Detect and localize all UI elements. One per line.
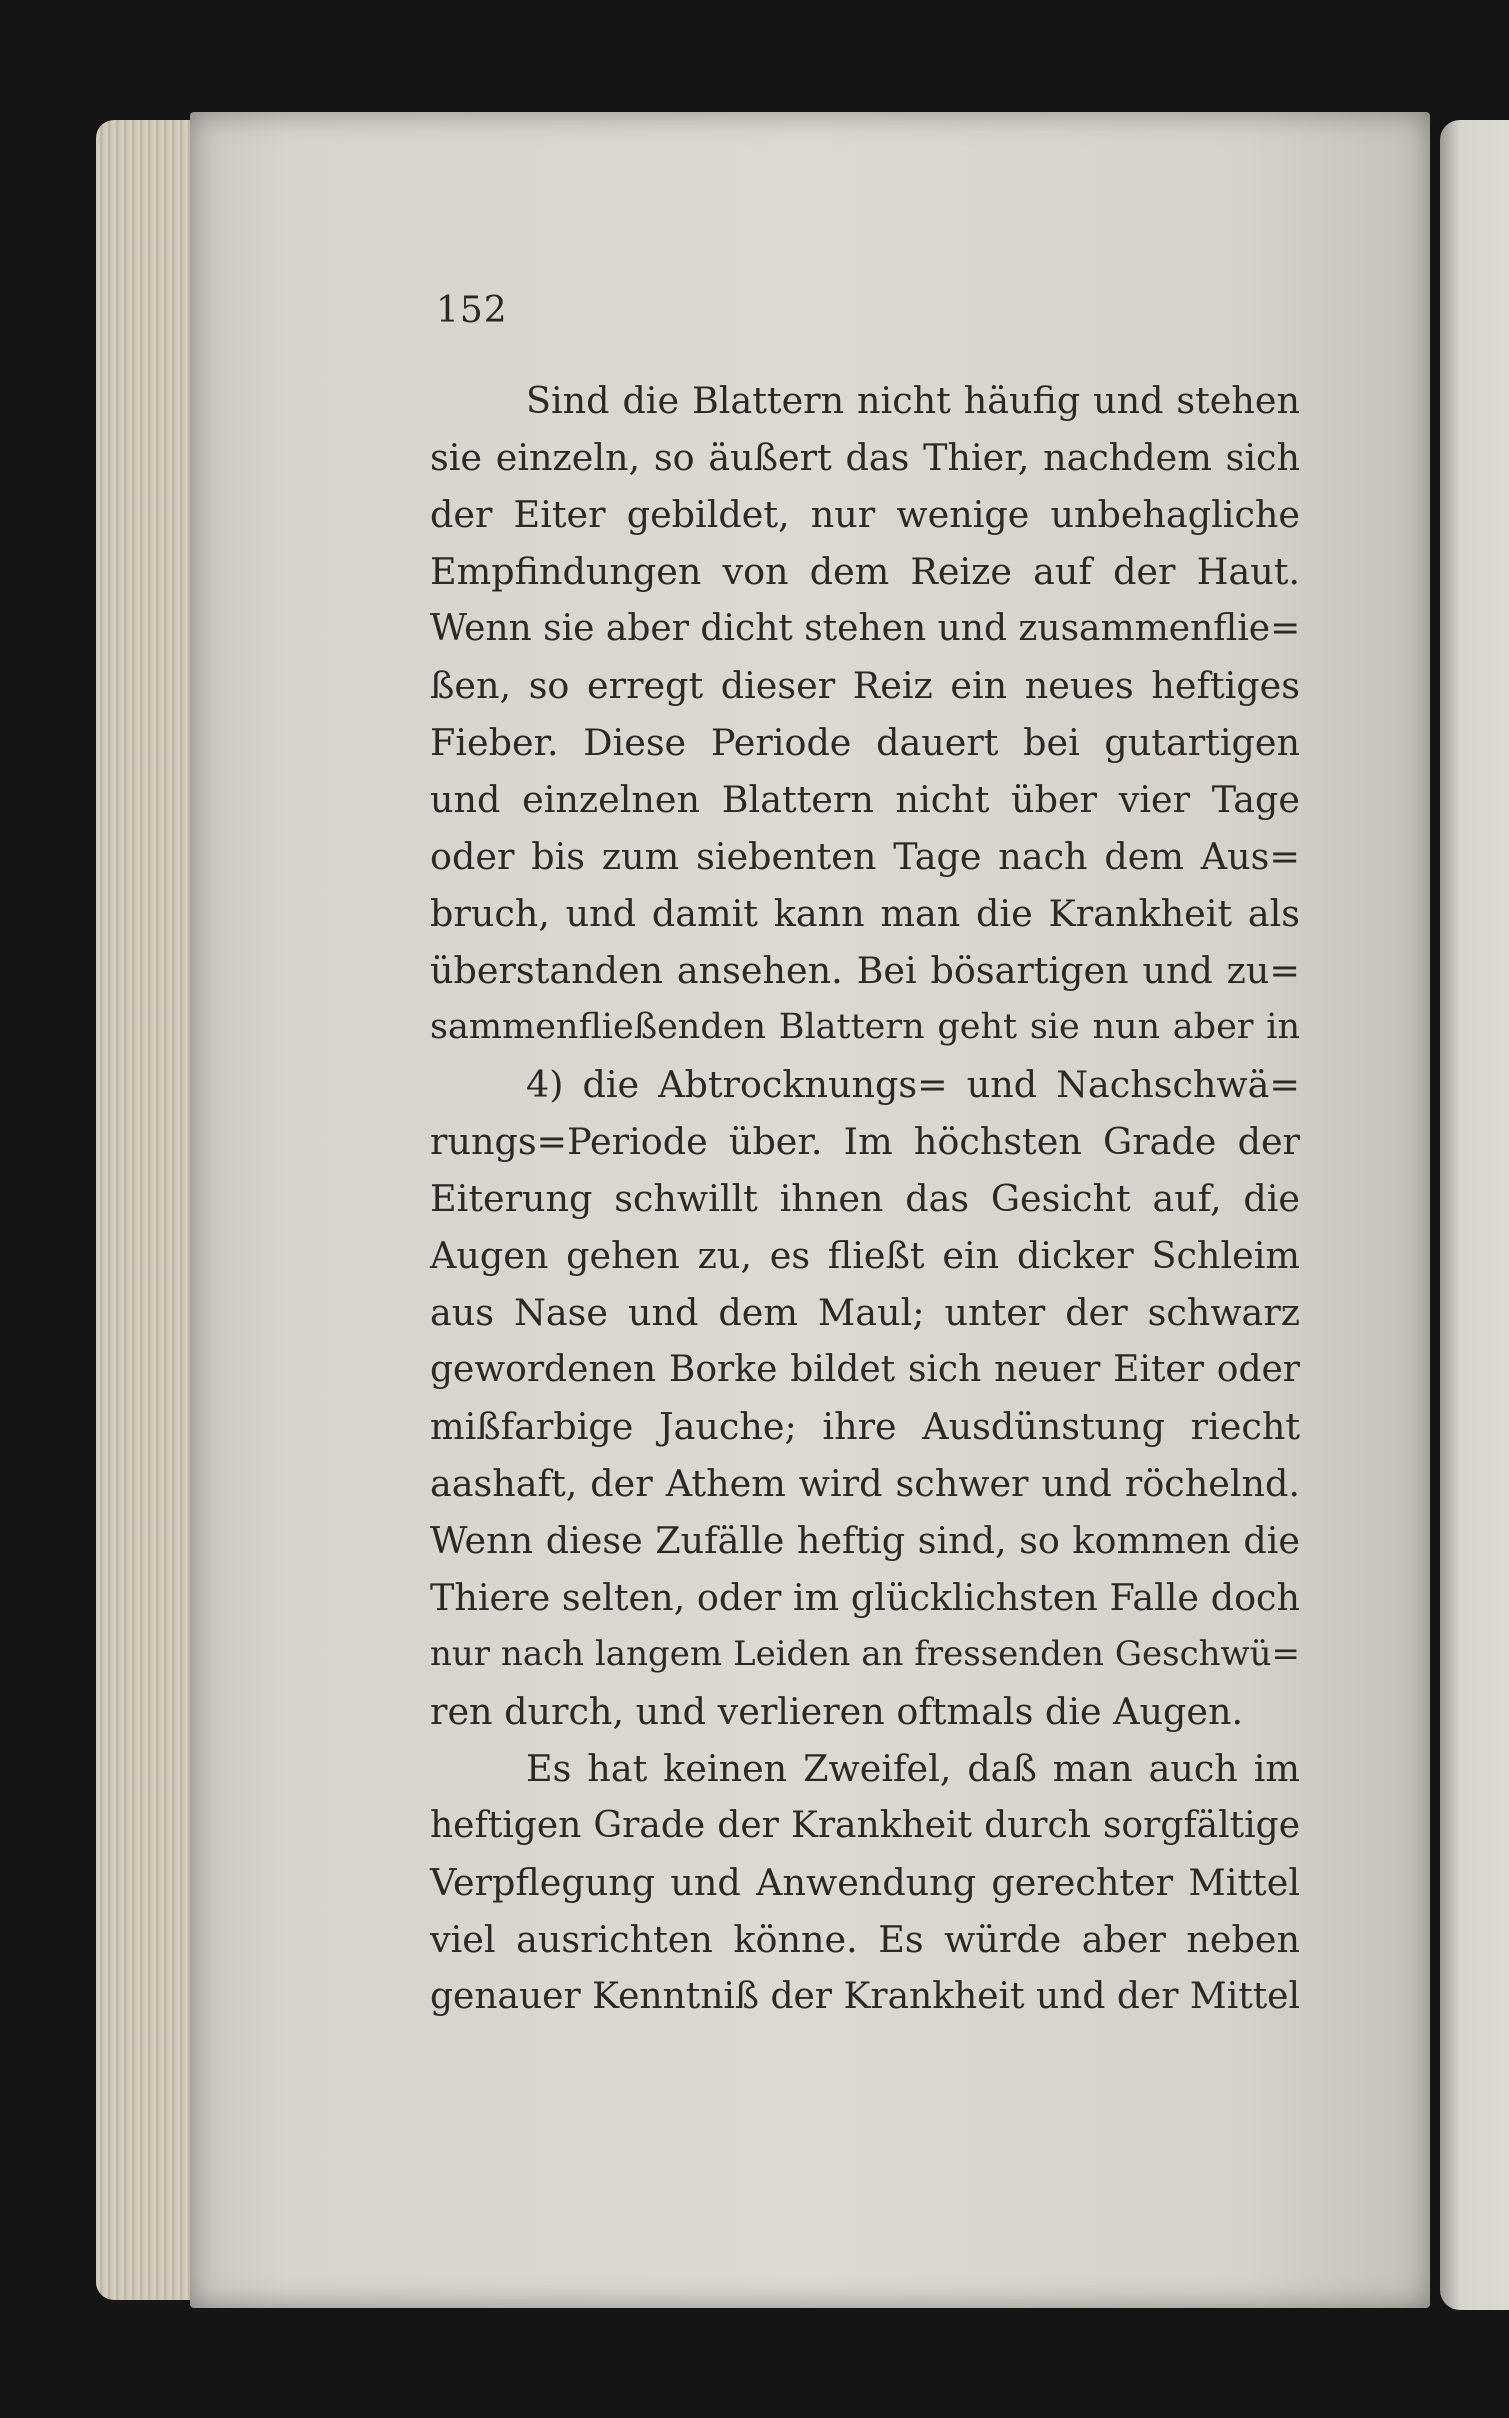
text-line: aus Nase und dem Maul; unter der schwarz: [430, 1291, 1300, 1334]
text-line: viel ausrichten könne. Es würde aber neben: [430, 1918, 1300, 1961]
text-line: sie einzeln, so äußert das Thier, nachdem sich: [430, 436, 1300, 479]
text-line: Wenn diese Zufälle heftig sind, so kommen die: [430, 1519, 1300, 1562]
text-line: gewordenen Borke bildet sich neuer Eiter oder: [430, 1349, 1300, 1390]
text-line: mißfarbige Jauche; ihre Ausdünstung riecht: [430, 1405, 1300, 1448]
text-line: Verpflegung und Anwendung gerechter Mittel: [430, 1861, 1300, 1904]
page-text: [430, 372, 1300, 2025]
text-line: heftigen Grade der Krankheit durch sorgfältige: [430, 1805, 1300, 1846]
text-line: aashaft, der Athem wird schwer und röchelnd.: [430, 1462, 1300, 1505]
text-line: Sind die Blattern nicht häufig und stehen: [526, 379, 1300, 422]
text-line: Wenn sie aber dicht stehen und zusammenflie=: [430, 608, 1301, 649]
text-line: ren durch, und verlieren oftmals die Augen.: [430, 1690, 1244, 1733]
text-line: Empfindungen von dem Reize auf der Haut.: [430, 550, 1300, 593]
text-line: sammenfließenden Blattern geht sie nun aber in: [430, 1007, 1300, 1047]
text-line: oder bis zum siebenten Tage nach dem Aus=: [430, 835, 1300, 878]
text-line: Es hat keinen Zweifel, daß man auch im: [526, 1747, 1300, 1790]
facing-page-edge: [1440, 120, 1509, 2310]
text-line: Fieber. Diese Periode dauert bei gutartigen: [430, 721, 1300, 764]
text-line: rungs=Periode über. Im höchsten Grade der: [430, 1120, 1300, 1163]
text-line: der Eiter gebildet, nur wenige unbehagliche: [430, 493, 1300, 536]
page-number: 152: [436, 290, 508, 331]
text-line: bruch, und damit kann man die Krankheit als: [430, 892, 1300, 935]
text-line: überstanden ansehen. Bei bösartigen und zu=: [430, 949, 1300, 992]
text-line: ßen, so erregt dieser Reiz ein neues heftiges: [430, 664, 1300, 707]
text-line: Augen gehen zu, es fließt ein dicker Schleim: [430, 1234, 1300, 1277]
text-line: genauer Kenntniß der Krankheit und der Mittel: [430, 1976, 1300, 2017]
text-line: nur nach langem Leiden an fressenden Geschwü=: [430, 1634, 1300, 1674]
text-line: 4) die Abtrocknungs= und Nachschwä=: [526, 1063, 1300, 1106]
text-line: und einzelnen Blattern nicht über vier Tage: [430, 778, 1300, 821]
text-line: Eiterung schwillt ihnen das Gesicht auf, die: [430, 1177, 1300, 1220]
text-line: Thiere selten, oder im glücklichsten Falle doch: [430, 1576, 1300, 1619]
